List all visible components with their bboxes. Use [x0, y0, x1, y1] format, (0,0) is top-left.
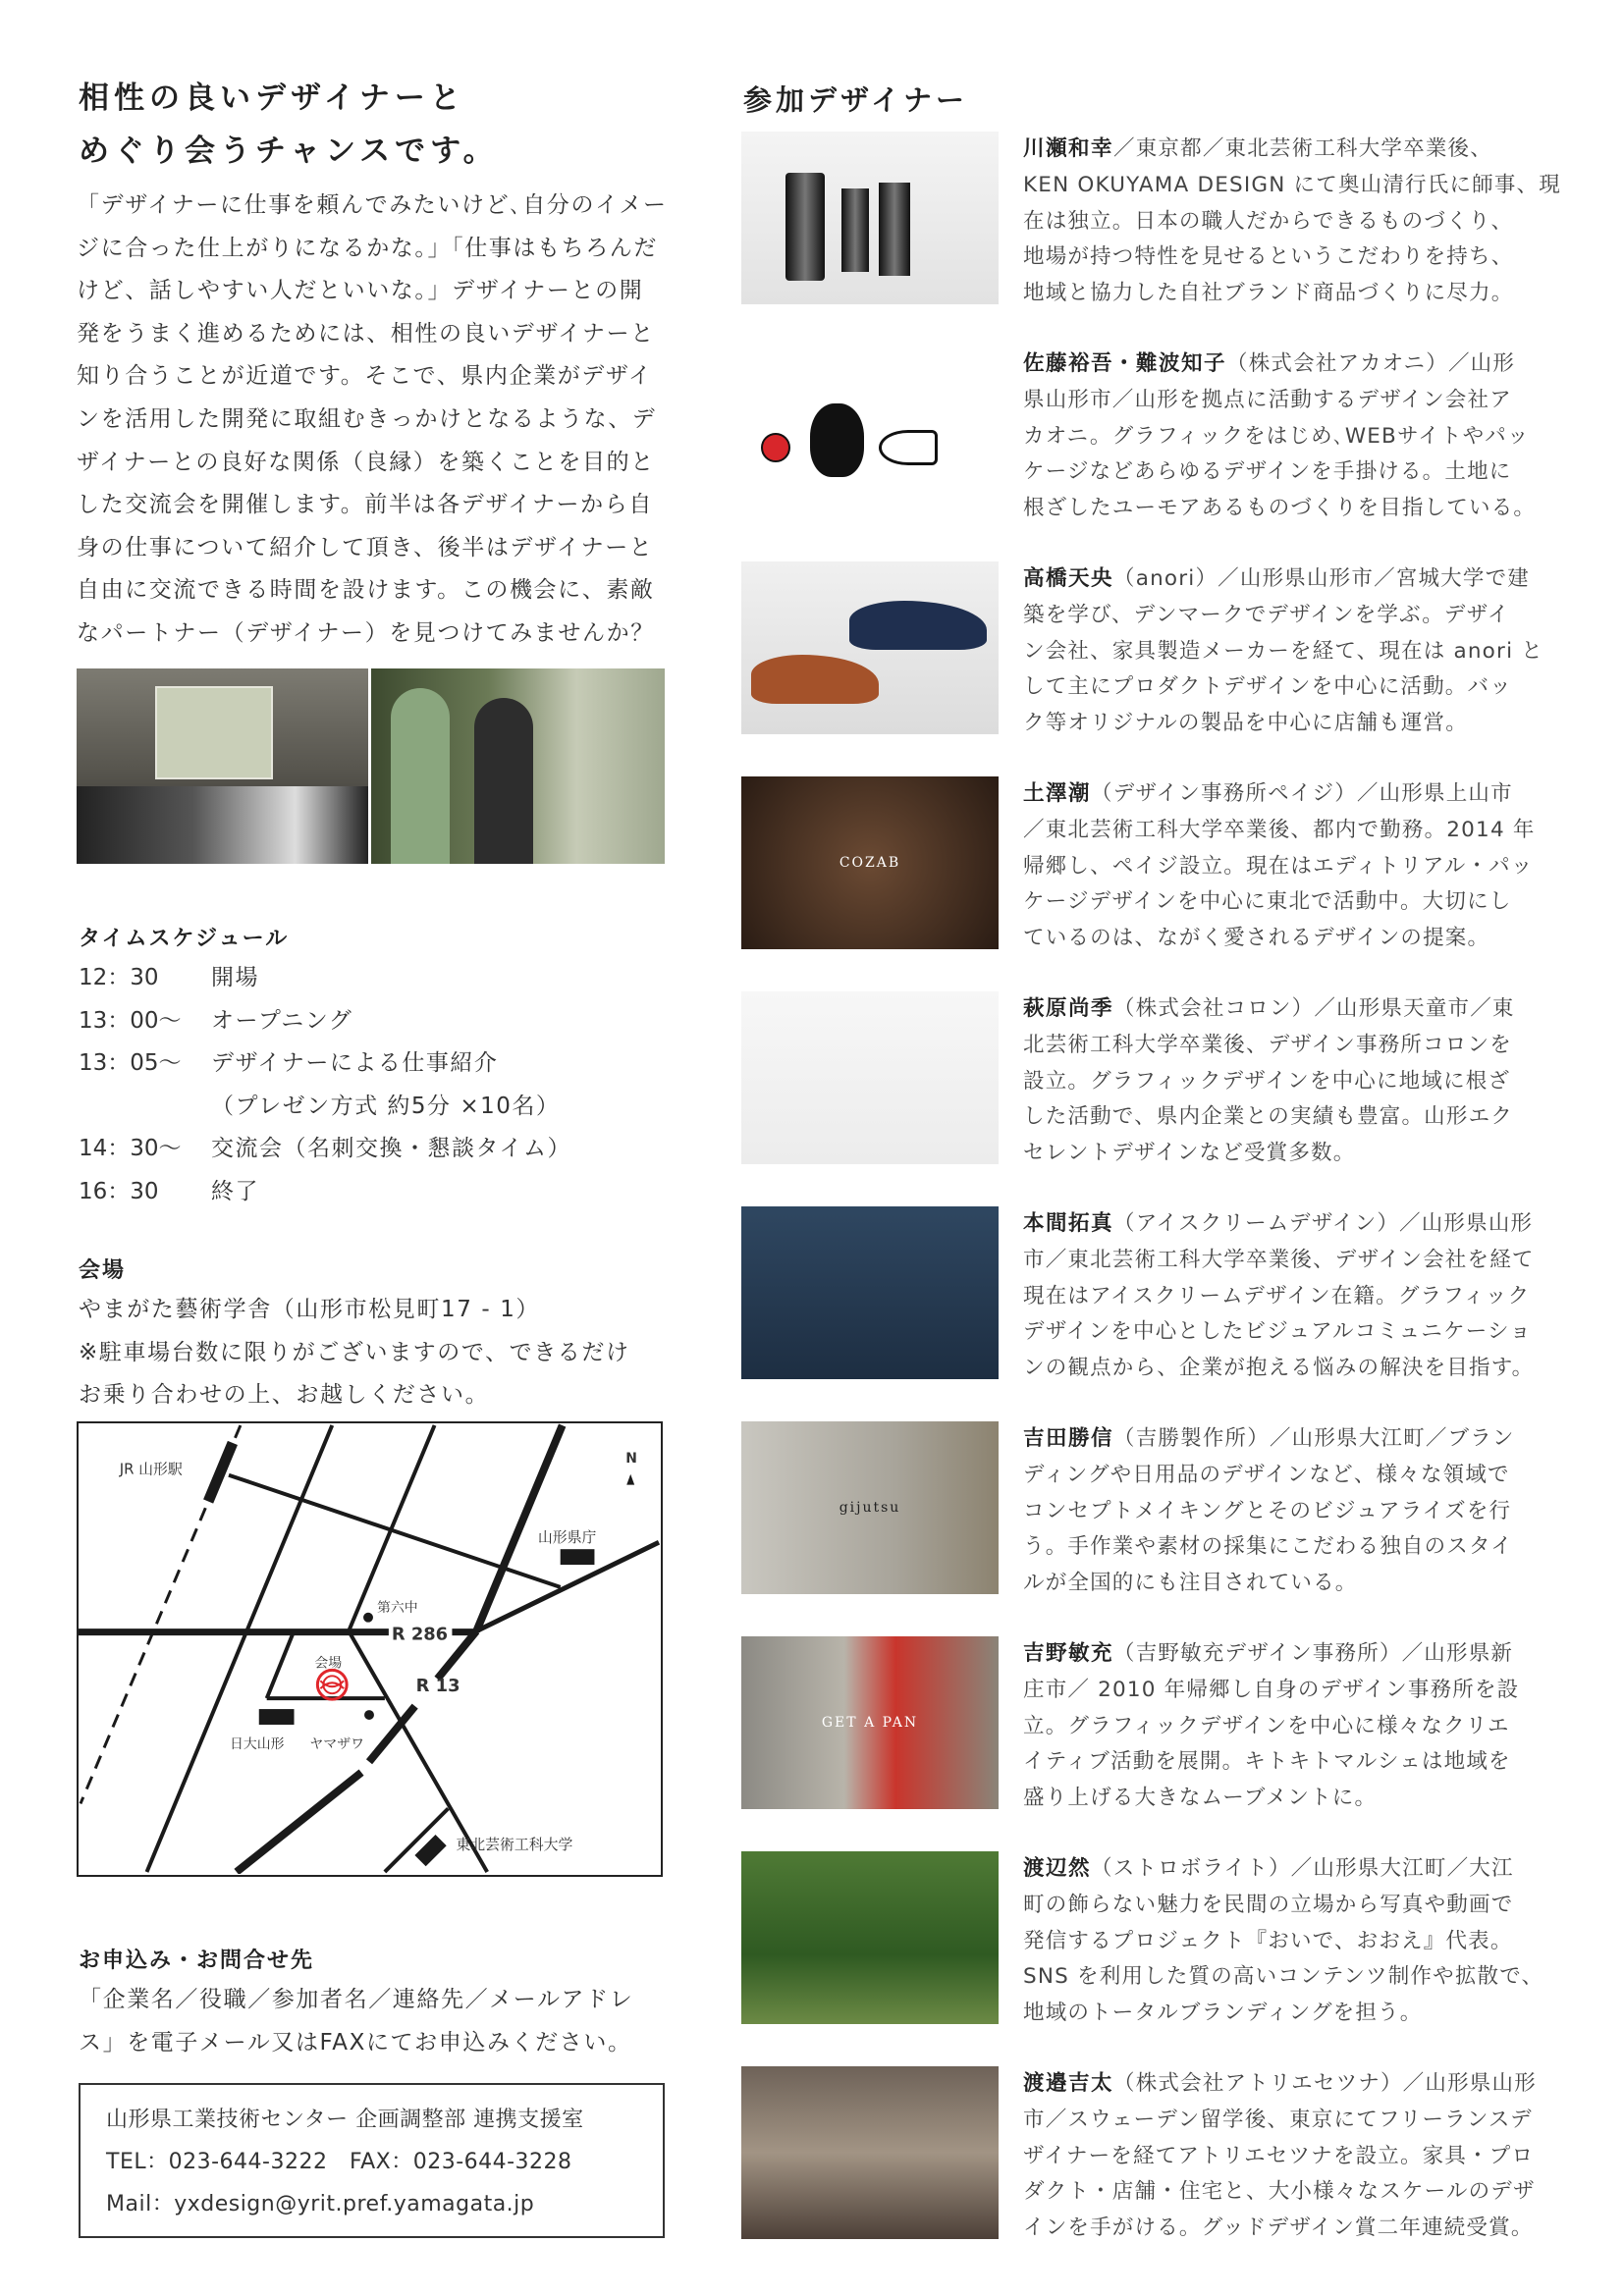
pref-office-marker [561, 1549, 595, 1565]
designer-description: 築を学び、デンマークでデザインを学ぶ。デザイ [1023, 602, 1510, 627]
designer-line [1023, 1421, 1573, 1458]
venue-knot-icon [317, 1670, 347, 1699]
designer-name: 吉野敏充 [1023, 1641, 1114, 1666]
schedule-time [79, 1086, 211, 1129]
designer-description: ケージデザインを中心に東北で活動中。大切にし [1023, 889, 1512, 915]
map-label-route13: R 13 [415, 1676, 460, 1697]
designer-description: 北芸術工科大学卒業後、デザイン事務所コロンを [1023, 1032, 1512, 1057]
designer-description: ンの観点から、企業が抱える悩みの解決を目指す。 [1023, 1356, 1535, 1381]
designer-description: （anori）／山形県山形市／宮城大学で建 [1113, 566, 1530, 591]
designer-line [1023, 849, 1573, 885]
intro-line: けど、話しやすい人だといいな。」デザイナーとの開 [77, 278, 644, 304]
contact-tel-fax: TEL：023-644-3222 FAX：023-644-3228 [106, 2150, 572, 2174]
school-marker [363, 1613, 373, 1623]
designer-description: 帰郷し、ペイジ設立。現在はエディトリアル・パッ [1023, 853, 1534, 879]
designer-description: 市／東北芸術工科大学卒業後、デザイン会社を経て [1023, 1247, 1535, 1272]
designer-name: 萩原尚季 [1023, 996, 1114, 1021]
venue-heading: 会場 [79, 1258, 127, 1283]
schedule-event: 交流会（名刺交換・懇談タイム） [211, 1136, 572, 1162]
designer-description: デザインを中心としたビジュアルコミュニケーショ [1023, 1319, 1533, 1345]
designer-description: ルが全国的にも注目されている。 [1023, 1571, 1358, 1596]
schedule-row [79, 1128, 571, 1171]
designer-entry [741, 776, 1566, 973]
designer-description: 地域と協力した自社ブランド商品づくりに尽力。 [1023, 281, 1514, 306]
person-left [391, 688, 450, 864]
designer-line [1023, 1996, 1573, 2032]
designer-description: SNS を利用した質の高いコンテンツ制作や拡散で、 [1023, 1964, 1544, 1990]
designer-entry [741, 1421, 1566, 1618]
designer-description: ク等オリジナルの製品を中心に店舗も運営。 [1023, 711, 1468, 736]
intro-line: した交流会を開催します。前半は各デザイナーから自 [77, 492, 653, 518]
designer-name: 川瀬和幸 [1023, 136, 1114, 161]
designer-line [1023, 1636, 1573, 1673]
designer-description: 現在はアイスクリームデザイン在籍。グラフィック [1023, 1283, 1531, 1308]
horn-icon [879, 430, 938, 465]
designer-text [1023, 1421, 1573, 1602]
schedule-row [79, 1086, 571, 1129]
designer-description: インを手がける。グッドデザイン賞二年連続受賞。 [1023, 2216, 1534, 2241]
designer-photo-gijutsu [741, 1421, 999, 1594]
designer-description: 立。グラフィックデザインを中心に様々なクリエ [1023, 1713, 1510, 1738]
designer-description: ン会社、家具製造メーカーを経て、現在は anori と [1023, 638, 1543, 664]
designer-description: コンセプトメイキングとそのビジュアライズを行 [1023, 1498, 1512, 1523]
designer-description: 市／スウェーデン留学後、東京にてフリーランスデ [1023, 2107, 1533, 2132]
headline-line-2: めぐり会うチャンスです。 [79, 133, 499, 169]
designer-text [1023, 1636, 1573, 1817]
designer-line [1023, 1888, 1573, 1924]
designer-photo-orchard [741, 1851, 999, 2024]
designer-line [1023, 669, 1573, 706]
headline-line-1: 相性の良いデザイナーと [79, 80, 465, 116]
designer-description: （吉野敏充デザイン事務所）／山形県新 [1113, 1641, 1514, 1666]
contact-org: 山形県工業技術センター 企画調整部 連携支援室 [106, 2108, 584, 2132]
map-label-pref-office: 山形県庁 [537, 1528, 597, 1547]
designer-line [1023, 1279, 1573, 1315]
designer-entry [741, 2066, 1566, 2263]
designer-line [1023, 168, 1573, 204]
map-label-station: JR 山形駅 [119, 1460, 183, 1478]
designer-description: う。手作業や素材の採集にこだわる独自のスタイ [1023, 1534, 1513, 1560]
designer-description: ／東北芸術工科大学卒業後、都内で勤務。2014 年 [1023, 817, 1536, 842]
designer-name: 吉田勝信 [1023, 1426, 1114, 1451]
designer-description: 地場が持つ特性を見せるというこだわりを持ち、 [1023, 244, 1514, 270]
audience [77, 786, 368, 864]
designer-line [1023, 561, 1573, 598]
projector-screen [155, 686, 273, 779]
venue-line: やまがた藝術学舎（山形市松見町17 - 1） [79, 1297, 541, 1322]
designer-description: （アイスクリームデザイン）／山形県山形 [1113, 1211, 1534, 1236]
designer-line [1023, 347, 1573, 383]
photo-caption: GET A PAN [821, 1715, 919, 1731]
designer-line [1023, 1529, 1573, 1566]
intro-line: 知り合うことが近道です。そこで、県内企業がデザイ [77, 363, 653, 390]
event-photo-presentation [77, 668, 368, 864]
designer-description: ザイナーを経てアトリエセツナを設立。家具・プロ [1023, 2143, 1535, 2168]
designer-line [1023, 1206, 1573, 1243]
designer-description: した活動で、県内企業との実績も豊富。山形エク [1023, 1104, 1513, 1130]
schedule-event: 終了 [211, 1178, 259, 1204]
designer-description: 在は独立。日本の職人だからできるものづくり、 [1023, 208, 1514, 234]
designer-description: ケージなどあらゆるデザインを手掛ける。土地に [1023, 459, 1512, 485]
person-right [474, 698, 533, 864]
designer-photo-dolls [741, 991, 999, 1164]
schedule-time: 13：00～ [79, 1007, 182, 1034]
designer-description: カオニ。グラフィックをはじめ､WEBサイトやパッ [1023, 423, 1530, 449]
map-label-venue: 会場 [314, 1655, 343, 1672]
designer-description: 県山形市／山形を拠点に活動するデザイン会社ア [1023, 387, 1512, 412]
designer-name: 本間拓真 [1023, 1211, 1114, 1236]
designer-description: KEN OKUYAMA DESIGN にて奥山清行氏に師事、現 [1023, 172, 1561, 197]
map-label-university: 東北芸術工科大学 [456, 1836, 573, 1854]
lamp-icon [785, 173, 825, 281]
designer-line [1023, 598, 1573, 634]
schedule-event: デザイナーによる仕事紹介 [211, 1050, 499, 1077]
lamp-icon [879, 183, 910, 276]
schedule-list [79, 957, 571, 1214]
gorilla-icon [810, 403, 864, 477]
designer-line [1023, 1136, 1573, 1172]
schedule-event: 開場 [211, 965, 259, 990]
shoe-icon [751, 655, 879, 704]
designer-line [1023, 1351, 1573, 1387]
designer-description: ／東京都／東北芸術工科大学卒業後、 [1113, 136, 1492, 161]
event-photo-conversation [371, 668, 665, 864]
designer-description: （ストロボライト）／山形県大江町／大江 [1091, 1856, 1514, 1881]
lamp-icon [841, 188, 869, 272]
yamazawa-marker [364, 1710, 374, 1720]
schedule-row [79, 1000, 571, 1043]
apple-icon [761, 433, 790, 462]
designer-entry [741, 1206, 1566, 1403]
photo-caption: COZAB [839, 855, 901, 871]
shoe-icon [849, 601, 987, 650]
designer-line [1023, 1781, 1573, 1817]
designer-line [1023, 1458, 1573, 1494]
designer-line [1023, 813, 1573, 849]
designer-photo-package [741, 1206, 999, 1379]
intro-line: 「デザイナーに仕事を頼んでみたいけど､自分のイメー [77, 192, 668, 218]
schedule-heading: タイムスケジュール [79, 927, 290, 951]
designer-entry [741, 1851, 1566, 2048]
access-map [77, 1421, 663, 1877]
photo-caption: gijutsu [839, 1500, 901, 1516]
designer-photo-shoes [741, 561, 999, 734]
designer-text [1023, 776, 1573, 957]
designer-line [1023, 2174, 1573, 2211]
designer-name: 土澤潮 [1023, 781, 1092, 806]
designer-line [1023, 132, 1573, 168]
schedule-event: オープニング [211, 1007, 353, 1034]
designer-description: （株式会社アトリエセツナ）／山形県山形 [1113, 2071, 1537, 2096]
designer-text [1023, 1851, 1573, 2032]
designer-line [1023, 1851, 1573, 1888]
designer-description: （株式会社アカオニ）／山形 [1226, 351, 1516, 376]
designer-description: （デザイン事務所ペイジ）／山形県上山市 [1091, 781, 1513, 806]
designer-description: ているのは、ながく愛されるデザインの提案。 [1023, 926, 1490, 951]
designer-text [1023, 347, 1573, 527]
venue-block-left [267, 1633, 294, 1699]
designer-line [1023, 1709, 1573, 1745]
designer-line [1023, 383, 1573, 419]
designer-line [1023, 1673, 1573, 1709]
designer-line [1023, 706, 1573, 742]
designer-name: 佐藤裕吾・難波知子 [1023, 351, 1227, 376]
designer-description: ディングや日用品のデザインなど、様々な領域で [1023, 1462, 1510, 1487]
designer-line [1023, 634, 1573, 670]
intro-line: ジに合った仕上がりになるかな。」「仕事はもちろんだ [77, 235, 658, 261]
designer-line [1023, 991, 1573, 1028]
designer-text [1023, 1206, 1573, 1387]
designer-line [1023, 1959, 1573, 1996]
road-station-east [229, 1475, 561, 1587]
schedule-time: 13：05～ [79, 1050, 182, 1077]
apply-heading: お申込み・お問合せ先 [79, 1949, 315, 1973]
designer-line [1023, 1099, 1573, 1136]
designer-line [1023, 921, 1573, 957]
designer-description: （吉勝製作所）／山形県大江町／ブラン [1113, 1426, 1515, 1451]
designer-line [1023, 2211, 1573, 2247]
designer-line [1023, 2139, 1573, 2175]
designer-line [1023, 1744, 1573, 1781]
designer-line [1023, 1494, 1573, 1530]
designer-line [1023, 1064, 1573, 1100]
intro-line: 自由に交流できる時間を設けます。この機会に、素敵 [77, 577, 655, 604]
designer-description: ダクト・店舗・住宅と、大小様々なスケールのデザ [1023, 2179, 1536, 2205]
intro-paragraph [77, 185, 676, 656]
map-label-nichidai: 日大山形 [229, 1735, 285, 1752]
map-drawing [79, 1423, 660, 1874]
designer-photo-gelato [741, 776, 999, 949]
designer-line [1023, 1924, 1573, 1960]
intro-line: なパートナー（デザイナー）を見つけてみませんか？ [77, 619, 655, 646]
designer-entry [741, 1636, 1566, 1833]
designer-line [1023, 2066, 1573, 2103]
venue-line: ※駐車場台数に限りがございますので、できるだけ [79, 1339, 630, 1365]
schedule-time: 16：30 [79, 1178, 159, 1204]
venue-line: お乗り合わせの上、お越しください。 [79, 1382, 490, 1409]
designer-description: 根ざしたユーモアあるものづくりを目指している。 [1023, 496, 1537, 521]
map-label-north: N [625, 1450, 637, 1467]
map-label-route286: R 286 [391, 1624, 449, 1645]
designer-entry [741, 561, 1566, 758]
designer-line [1023, 1028, 1573, 1064]
designer-description: 町の飾らない魅力を民間の立場から写真や動画で [1023, 1892, 1514, 1917]
designer-line [1023, 1243, 1573, 1279]
designer-photo-interior [741, 2066, 999, 2239]
contact-mail[interactable]: Mail：yxdesign@yrit.pref.yamagata.jp [106, 2192, 535, 2216]
designer-name: 高橋天央 [1023, 566, 1114, 591]
contact-box [79, 2083, 665, 2238]
schedule-row [79, 1171, 571, 1214]
designer-line [1023, 454, 1573, 491]
designer-name: 渡邉吉太 [1023, 2071, 1114, 2096]
designer-line [1023, 491, 1573, 527]
intro-line: ンを活用した開発に取組むきっかけとなるような、デ [77, 405, 657, 432]
schedule-row [79, 957, 571, 1000]
designer-description: 設立。グラフィックデザインを中心に地域に根ざ [1023, 1068, 1511, 1094]
schedule-time: 14：30～ [79, 1136, 182, 1162]
designer-line [1023, 204, 1573, 240]
designer-line [1023, 240, 1573, 276]
designer-line [1023, 2103, 1573, 2139]
schedule-time: 12：30 [79, 965, 159, 990]
designer-entry [741, 132, 1566, 328]
designer-text [1023, 132, 1573, 312]
north-arrow-icon [626, 1474, 634, 1485]
designer-line [1023, 276, 1573, 312]
designer-description: イティブ活動を展開。キトキトマルシェは地域を [1023, 1749, 1511, 1775]
designer-text [1023, 991, 1573, 1172]
designer-description: 庄市／ 2010 年帰郷し自身のデザイン事務所を設 [1023, 1677, 1520, 1702]
designer-line [1023, 1314, 1573, 1351]
designer-text [1023, 2066, 1573, 2247]
designer-description: （株式会社コロン）／山形県天童市／東 [1113, 996, 1515, 1021]
schedule-event: （プレゼン方式 約5分 ×10名） [211, 1093, 561, 1119]
designer-line [1023, 776, 1573, 813]
designer-photo-bag [741, 1636, 999, 1809]
route13-south-3 [237, 1773, 361, 1872]
apply-instructions [79, 1979, 633, 2064]
designer-line [1023, 1566, 1573, 1602]
venue-info [79, 1289, 630, 1417]
designer-description: セレントデザインなど受賞多数。 [1023, 1141, 1356, 1166]
schedule-row [79, 1042, 571, 1086]
nichidai-marker [259, 1709, 295, 1725]
designer-entry [741, 991, 1566, 1188]
designer-entry [741, 347, 1566, 543]
designer-photo-lamps [741, 132, 999, 304]
apply-line: 「企業名／役職／参加者名／連絡先／メールアドレ [79, 1987, 634, 2012]
designer-description: 盛り上げる大きなムーブメントに。 [1023, 1786, 1378, 1811]
designer-description: 地域のトータルブランディングを担う。 [1023, 2001, 1423, 2026]
apply-line: ス」を電子メール又はFAXにてお申込みください。 [79, 2029, 632, 2056]
designer-description: して主にプロダクトデザインを中心に活動。バッ [1023, 674, 1512, 700]
designer-text [1023, 561, 1573, 742]
designers-heading: 参加デザイナー [743, 83, 968, 117]
designer-name: 渡辺然 [1023, 1856, 1092, 1881]
intro-line: 発をうまく進めるためには、相性の良いデザイナーと [77, 320, 655, 347]
intro-line: ザイナーとの良好な関係（良縁）を築くことを目的と [77, 449, 655, 475]
designer-line [1023, 419, 1573, 455]
intro-line: 身の仕事について紹介して頂き、後半はデザイナーと [77, 534, 654, 561]
designer-description: 発信するプロジェクト『おいで、おおえ』代表。 [1023, 1928, 1513, 1953]
map-label-school: 第六中 [376, 1599, 418, 1616]
station-building [208, 1443, 233, 1502]
designer-photo-logo [741, 347, 999, 519]
road-west [147, 1425, 333, 1872]
designer-line [1023, 884, 1573, 921]
map-label-yamazawa: ヤマザワ [309, 1735, 364, 1752]
